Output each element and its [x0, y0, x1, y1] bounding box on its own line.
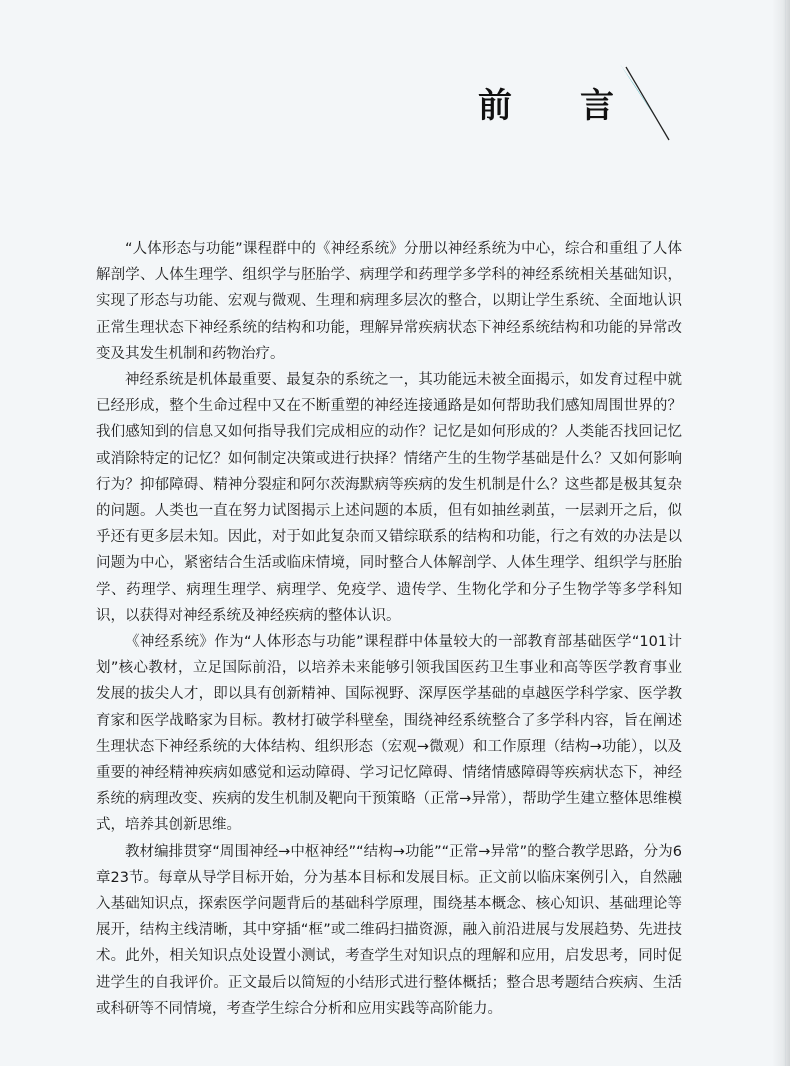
heading-char-1: 前	[478, 86, 512, 126]
paragraph-2: 神经系统是机体最重要、最复杂的系统之一，其功能远未被全面揭示，如发育过程中就已经形成，整个生命过程中又在不断重塑的神经连接通路是如何帮助我们感知周围世界的？我们感知到的信息又如何指导我们完成相应的动作？记忆是如何形成的？人类能否找回记忆或消除特定的记忆？如何制定决策或进行抉择？情绪产生的生物学基础是什么？又如何影响行为？抑郁障碍、精神分裂症和阿尔茨海默病等疾病的发生机制是什么？这些都是极其复杂的问题。人类也一直在努力试图揭示上述问题的本质，但有如抽丝剥茧，一层剥开之后，似乎还有更多层未知。因此，对于如此复杂而又错综联系的结构和功能，行之有效的办法是以问题为中心，紧密结合生活或临床情境，同时整合人体解剖学、人体生理学、组织学与胚胎学、药理学、病理生理学、病理学、免疫学、遗传学、生物化学和分子生物学等多学科知识，以获得对神经系统及神经疾病的整体认识。	[96, 372, 682, 624]
preface-body	[96, 236, 682, 1022]
preface-heading	[470, 80, 670, 140]
heading-decoration-icon	[620, 64, 680, 154]
heading-char-2: 言	[580, 86, 614, 126]
page-edge-shadow	[772, 0, 790, 1066]
paragraph-4: 教材编排贯穿“周围神经→中枢神经”“结构→功能”“正常→异常”的整合教学思路，分为6章23节。每章从导学目标开始，分为基本目标和发展目标。正文前以临床案例引入，自然融入基础知识点，探索医学问题背后的基础科学原理，围绕基本概念、核心知识、基础理论等展开，结构主线清晰，其中穿插“框”或二维码扫描资源，融入前沿进展与发展趋势、先进技术。此外，相关知识点处设置小测试，考查学生对知识点的理解和应用，启发思考，同时促进学生的自我评价。正文最后以简短的小结形式进行整体概括；整合思考题结合疾病、生活或科研等不同情境，考查学生综合分析和应用实践等高阶能力。	[96, 843, 682, 1017]
heading-accent-line	[626, 67, 669, 140]
paragraph-1: “人体形态与功能”课程群中的《神经系统》分册以神经系统为中心，综合和重组了人体解剖学、人体生理学、组织学与胚胎学、病理学和药理学多学科的神经系统相关基础知识，实现了形态与功能、宏观与微观、生理和病理多层次的整合，以期让学生系统、全面地认识正常生理状态下神经系统的结构和功能，理解异常疾病状态下神经系统结构和功能的异常改变及其发生机制和药物治疗。	[96, 241, 682, 362]
page-edge-line	[785, 0, 786, 1066]
paragraph-3: 《神经系统》作为“人体形态与功能”课程群中体量较大的一部教育部基础医学“101计划”核心教材，立足国际前沿，以培养未来能够引领我国医药卫生事业和高等医学教育事业发展的拔尖人才，即以具有创新精神、国际视野、深厚医学基础的卓越医学科学家、医学教育家和医学战略家为目标。教材打破学科壁垒，围绕神经系统整合了多学科内容，旨在阐述生理状态下神经系统的大体结构、组织形态（宏观→微观）和工作原理（结构→功能），以及重要的神经精神疾病如感觉和运动障碍、学习记忆障碍、情绪情感障碍等疾病状态下，神经系统的病理改变、疾病的发生机制及靶向干预策略（正常→异常），帮助学生建立整体思维模式，培养其创新思维。	[96, 634, 682, 834]
